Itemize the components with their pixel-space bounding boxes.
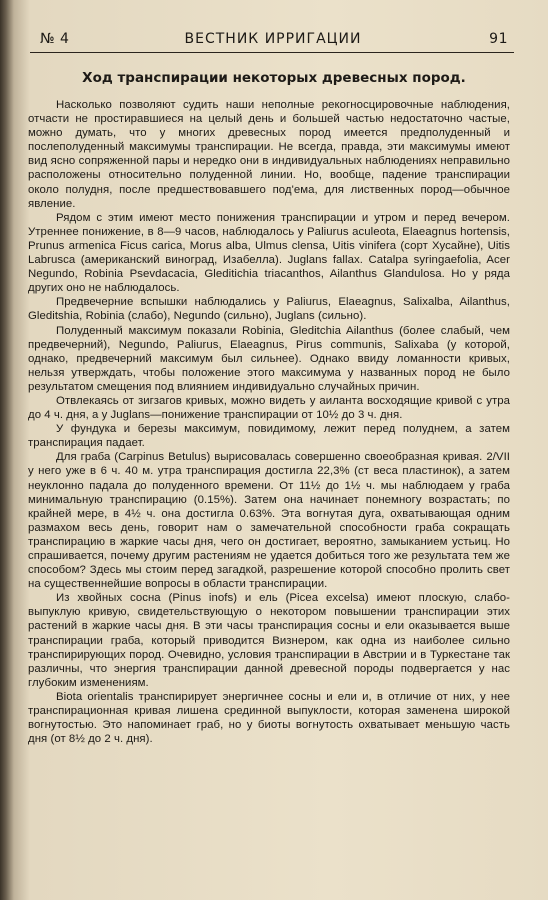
article-body [28, 98, 510, 882]
paragraph: Предвечерние вспышки наблюдались у Paliurus, Elaeagnus, Salixalba, Ailanthus, Gleditshia, Robinia (слабо), Negundo (сильно), Juglans (сильно). [28, 296, 510, 323]
page-number: 91 [489, 31, 508, 47]
article-title: Ход транспирации некоторых древесных пород. [82, 70, 466, 86]
paragraph: У фундука и березы максимум, повидимому, лежит перед полуднем, а затем транспирация падает. [28, 423, 510, 450]
running-header [38, 28, 508, 52]
header-rule [30, 52, 514, 53]
paragraph: Из хвойных сосна (Pinus inofs) и ель (Picea excelsa) имеют плоскую, слабо-выпуклую кривую, свидетельствующую о некотором повышении транспирации этих растений в жаркие часы дня. В эти часы транспирация сосны и ели оказывается выше транспирации граба, который приводится Визнером, как одна из наиболее сильно транспирирующих пород. Очевидно, условия транспирации в Австрии и в Туркестане так различны, что энергия транспирации данной древесной породы подвергается у нас глубоким изменениям. [28, 592, 510, 689]
journal-title: ВЕСТНИК ИРРИГАЦИИ [184, 31, 362, 47]
paragraph: Для граба (Carpinus Betulus) вырисовалась совершенно своеобразная кривая. 2/VII у него уже в 6 ч. 40 м. утра транспирация достигла 22,3% (ст веса пластинок), а затем неуклонно падала до полуденного времени. От 11½ до 1½ ч. мы наблюдаем у граба минимальную транспирацию (0.15%). Затем она начинает понемногу возрастать; по крайней мере, в 4½ ч. она достигла 0.63%. Эта вогнутая дуга, охватывающая одним размахом весь день, говорит нам о замечательной способности граба сокращать транспирацию в жаркие часы дня, чего он достигает, вероятно, замыканием устьиц. Но спрашивается, почему другим растениям не удается добиться того же результата тем же способом? Здесь мы стоим перед загадкой, разрешение которой способно пролить свет на существеннейшие вопросы в области транспирации. [28, 451, 510, 591]
paragraph: Biota orientalis транспирирует энергичнее сосны и ели и, в отличие от них, у нее транспирационная кривая лишена срединной выпуклости, которая заменена широкой вогнутостью. Это напоминает граб, но у биоты вогнутость охватывает меньшую часть дня (от 8½ до 2 ч. дня). [28, 690, 510, 746]
paragraph: Полуденный максимум показали Robinia, Gleditchia Ailanthus (более слабый, чем предвечерний), Negundo, Paliurus, Elaeagnus, Pirus communis, Salixaba (у которой, однако, предвечерний максимум был сильнее). Однако ввиду ломанности кривых, нельзя утверждать, чтобы положение этого максимума у названных пород не было результатом смещения под влиянием индивидуально случайных причин. [28, 324, 510, 393]
paragraph: Рядом с этим имеют место понижения транспирации и утром и перед вечером. Утреннее понижение, в 8—9 часов, наблюдалось у Paliurus aculeota, Elaeagnus hortensis, Prunus armenica Ficus carica, Morus alba, Ulmus clensa, Uitis vinifera (сорт Хусайне), Uitis Labrusca (американский виноград, Изабелла). Juglans fallax. Catalpa syringaefolia, Acer Negundo, Robinia Psevdacacia, Gleditichia triacanthos, Ailanthus Glandulosa. Но у ряда других оно не наблюдалось. [28, 211, 510, 295]
issue-number: № 4 [40, 31, 70, 47]
paragraph: Насколько позволяют судить наши неполные рекогносцировочные наблюдения, отчасти не простиравшиеся на целый день и большей частью недостаточно частые, можно думать, что у многих древесных пород имеется предполуденный и послеполуденный максимумы транспирации. Не всегда, правда, эти максимумы имеют вид ясно сопряженной пары и нередко они в индивидуальных наблюдениях неправильно расположены относительно полуденной линии. Но, вообще, падение транспирации около полудня, после предшествовавшего под'ема, для лиственных пород—обычное явление. [28, 99, 510, 210]
paragraph: Отвлекаясь от зигзагов кривых, можно видеть у аиланта восходящие кривой с утра до 4 ч. дня, а у Juglans—понижение транспирации от 10½ до 3 ч. дня. [28, 394, 510, 422]
